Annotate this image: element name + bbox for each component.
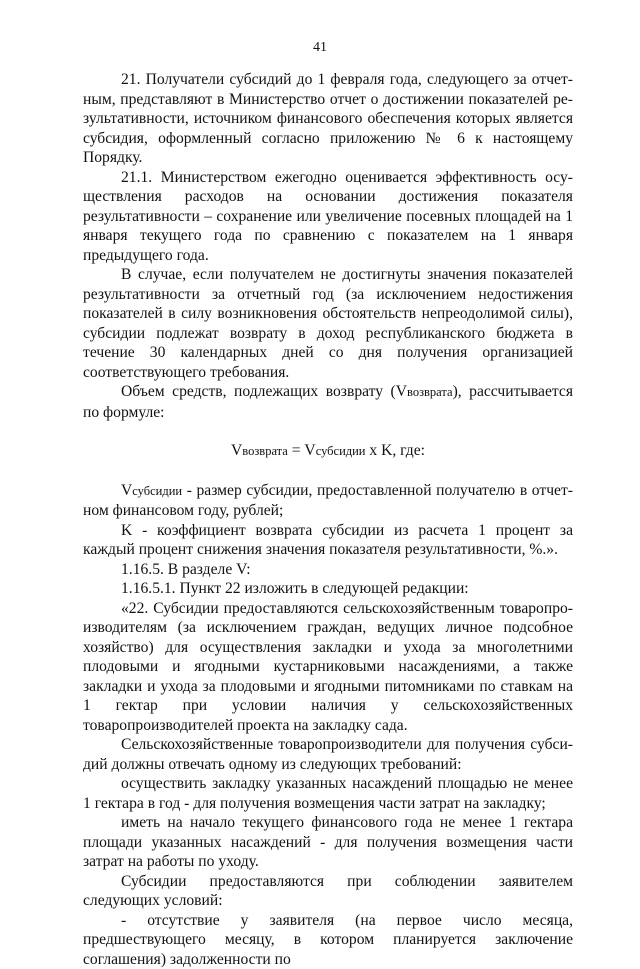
refund-formula — [83, 441, 573, 462]
v-subsidy-symbol: V — [121, 482, 132, 499]
formula-v-refund: V — [231, 442, 242, 459]
v-subsidy-subscript: субсидии — [132, 484, 182, 498]
paragraph-requirement-planting: осуществить закладку указанных насаждений площадью не менее 1 гектара в год - для получения возмещения части затрат на закладку; — [83, 774, 573, 813]
paragraph-22: «22. Субсидии предоставляются сельскохозяйственным товаропроизводителям (за исключением граждан, ведущих личное подсобное хозяйство) для осуществления закладки и ухода за многолетними плодовыми и ягодными кустарниковыми насаждениями, а также закладки и ухода за плодовыми и ягодными питомниками по ставкам на 1 гектар при условии наличия у сельскохозяйственных товаропроизводителей проекта на закладку сада. — [83, 599, 573, 736]
paragraph-1-16-5-1: 1.16.5.1. Пункт 22 изложить в следующей редакции: — [83, 579, 573, 599]
formula-subscript-subsidy: субсидии — [316, 444, 366, 458]
formula-rest: x K, где: — [366, 442, 425, 459]
paragraph-requirement-care: иметь на начало текущего финансового года не менее 1 гектара площади указанных насаждений - для получения возмещения части затрат на работы по уходу. — [83, 813, 573, 872]
paragraph-21: 21. Получатели субсидий до 1 февраля года, следующего за отчетным, представляют в Министерство отчет о достижении показателей результативности, источником финансового обеспечения которых является субсидия, оформленный согласно приложению № 6 к настоящему Порядку. — [83, 70, 573, 168]
paragraph-k-definition: K - коэффициент возврата субсидии из расчета 1 процент за каждый процент снижения значения показателя результативности, %.». — [83, 521, 573, 560]
v-subsidy-definition-text: - размер субсидии, предоставленной получателю в отчетном финансовом году, рублей; — [83, 482, 573, 520]
paragraph-21-1: 21.1. Министерством ежегодно оценивается эффективность осуществления расходов на основании достижения показателя результативности – сохранение или увеличение посевных площадей на 1 января текущего года по сравнению с показателем на 1 января предыдущего года. — [83, 168, 573, 266]
formula-equals-v: = V — [288, 442, 316, 459]
refund-volume-text-start: Объем средств, подлежащих возврату (V — [121, 383, 407, 400]
paragraph-refund-volume — [83, 382, 573, 422]
paragraph-refund-condition: В случае, если получателем не достигнуты значения показателей результативности за отчетный год (за исключением недостижения показателей в силу возникновения обстоятельств непреодолимой силы), субсидии подлежат возврату в доход республиканского бюджета в течение 30 календарных дней со дня получения организацией соответствующего требования. — [83, 265, 573, 382]
formula-subscript-refund: возврата — [242, 444, 288, 458]
document-body — [83, 70, 573, 969]
paragraph-conditions: Субсидии предоставляются при соблюдении заявителем следующих условий: — [83, 872, 573, 911]
refund-volume-text-end: ), рассчитывается по формуле: — [83, 383, 573, 421]
paragraph-condition-no-debt: - отсутствие у заявителя (на первое число месяца, предшествующего месяцу, в котором планируется заключение соглашения) задолженности по — [83, 911, 573, 969]
page-number: 41 — [0, 38, 640, 58]
paragraph-v-subsidy-definition — [83, 481, 573, 521]
paragraph-requirements: Сельскохозяйственные товаропроизводители для получения субсидий должны отвечать одному из следующих требований: — [83, 735, 573, 774]
refund-volume-subscript: возврата — [407, 385, 453, 399]
paragraph-1-16-5: 1.16.5. В разделе V: — [83, 560, 573, 580]
